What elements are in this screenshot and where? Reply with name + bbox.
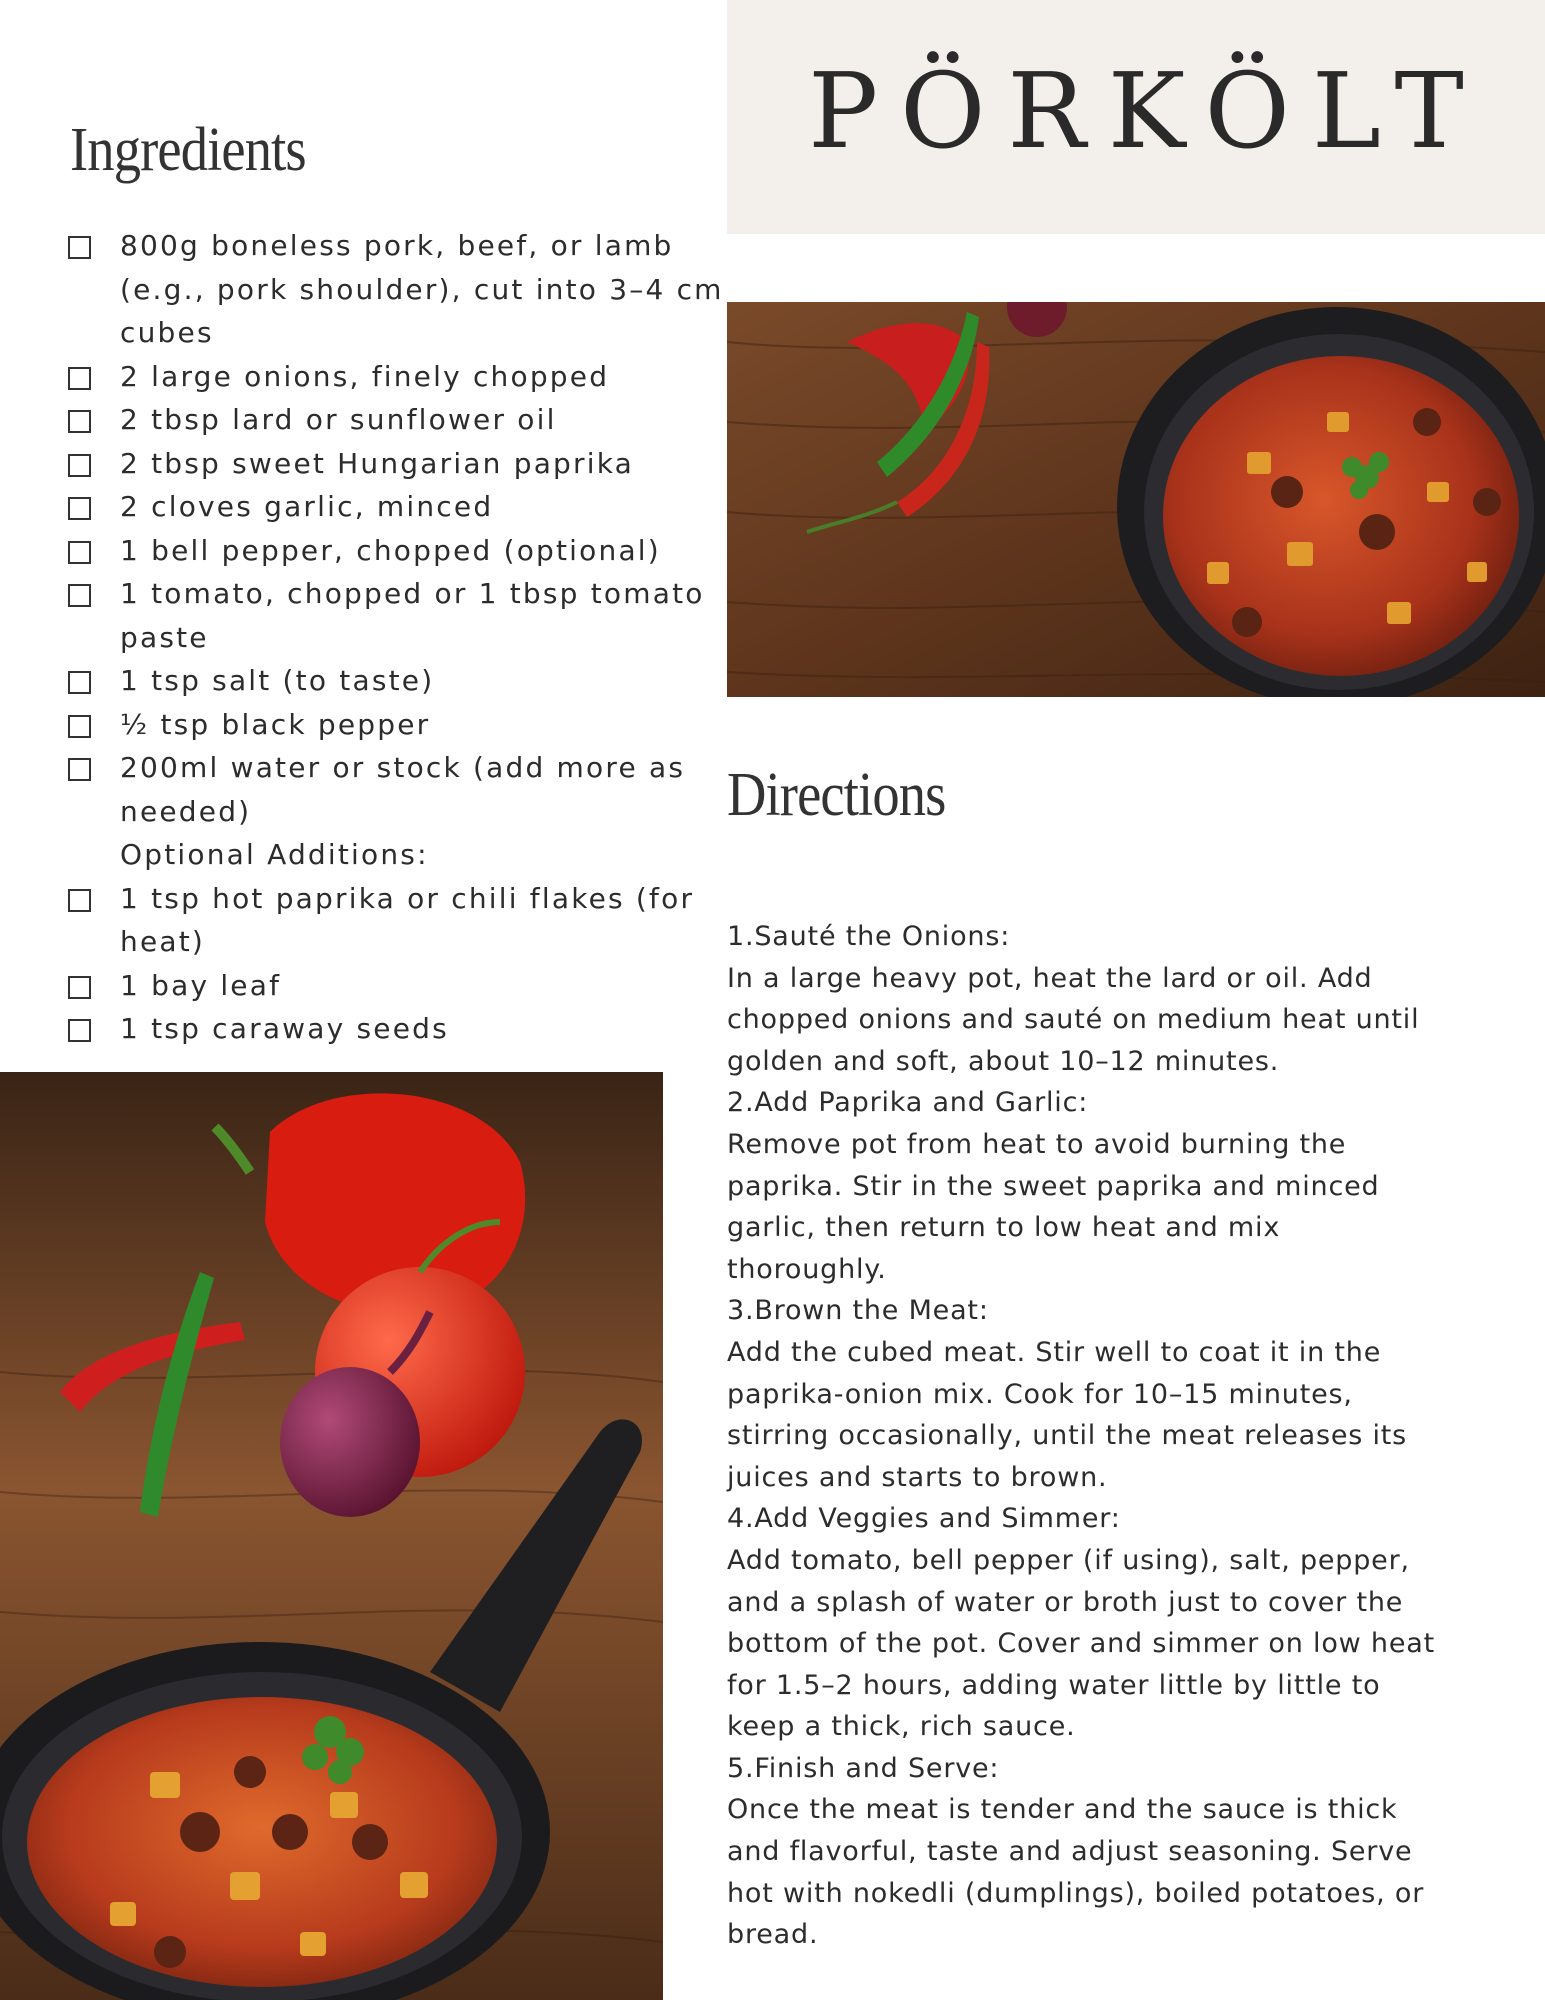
- ingredient-checkbox[interactable]: [68, 671, 91, 694]
- ingredient-text: 800g boneless pork, beef, or lamb (e.g., pork shoulder), cut into 3–4 cm cubes: [120, 229, 724, 349]
- ingredient-text: ½ tsp black pepper: [120, 707, 431, 741]
- ingredient-item: [66, 224, 726, 355]
- ingredient-checkbox[interactable]: [68, 889, 91, 912]
- step-text: Add the cubed meat. Stir well to coat it in the paprika-onion mix. Cook for 10–15 minutes, stirring occasionally, until the meat releases its juices and starts to brown.: [727, 1336, 1408, 1493]
- title-banner: [727, 0, 1545, 234]
- ingredient-item: [66, 964, 726, 1008]
- stew-photo-bottom: [0, 1072, 663, 2000]
- ingredient-checkbox[interactable]: [68, 454, 91, 477]
- direction-step: [727, 916, 1447, 1082]
- step-text: In a large heavy pot, heat the lard or oil. Add chopped onions and sauté on medium heat until golden and soft, about 10–12 minutes.: [727, 962, 1420, 1077]
- step-title: 3.Brown the Meat:: [727, 1295, 989, 1327]
- ingredient-text: 1 bay leaf: [120, 968, 282, 1002]
- ingredient-text: 1 tsp caraway seeds: [120, 1012, 449, 1045]
- step-title: 2.Add Paprika and Garlic:: [727, 1087, 1089, 1119]
- ingredient-text: 1 bell pepper, chopped (optional): [120, 533, 661, 567]
- ingredient-checkbox[interactable]: [68, 758, 91, 781]
- ingredient-text: 1 tsp hot paprika or chili flakes (for heat): [120, 881, 695, 958]
- ingredient-item: [66, 572, 726, 659]
- step-title: 5.Finish and Serve:: [727, 1752, 1000, 1784]
- direction-step: [727, 1498, 1447, 1748]
- ingredient-text: 1 tsp salt (to taste): [120, 664, 435, 697]
- direction-step: [727, 1082, 1447, 1290]
- step-title: 4.Add Veggies and Simmer:: [727, 1503, 1121, 1535]
- ingredient-checkbox[interactable]: [68, 976, 91, 999]
- ingredient-item: [66, 355, 726, 399]
- ingredient-checkbox[interactable]: [68, 497, 91, 520]
- ingredient-text: 1 tomato, chopped or 1 tbsp tomato paste: [120, 577, 705, 654]
- stew-photo-top: [727, 302, 1545, 697]
- step-title: 1.Sauté the Onions:: [727, 921, 1011, 952]
- directions-heading: Directions: [727, 761, 946, 829]
- ingredient-subheading: [66, 833, 726, 877]
- ingredient-checkbox[interactable]: [68, 236, 91, 259]
- step-text: Remove pot from heat to avoid burning the paprika. Stir in the sweet paprika and minced garlic, then return to low heat and mix thoroughly.: [727, 1128, 1380, 1285]
- ingredient-text: Optional Additions:: [120, 838, 429, 871]
- stew-skillet-image: [727, 302, 1545, 697]
- step-text: Once the meat is tender and the sauce is thick and flavorful, taste and adjust seasoning. Serve hot with nokedli (dumplings), boiled potatoes, or bread.: [727, 1794, 1425, 1951]
- ingredient-checkbox[interactable]: [68, 1019, 91, 1042]
- ingredient-checkbox[interactable]: [68, 541, 91, 564]
- ingredient-item: [66, 659, 726, 703]
- ingredient-item: [66, 442, 726, 486]
- ingredient-item: [66, 877, 726, 964]
- direction-step: [727, 1748, 1447, 1956]
- ingredient-item: [66, 529, 726, 573]
- ingredient-text: 2 cloves garlic, minced: [120, 490, 494, 523]
- ingredient-checkbox[interactable]: [68, 410, 91, 433]
- step-text: Add tomato, bell pepper (if using), salt, pepper, and a splash of water or broth just to cover the bottom of the pot. Cover and simmer on low heat for 1.5–2 hours, adding water little by little to keep a thick, rich sauce.: [727, 1544, 1435, 1743]
- ingredient-checkbox[interactable]: [68, 584, 91, 607]
- ingredient-item: [66, 398, 726, 442]
- ingredient-item: [66, 746, 726, 833]
- ingredient-item: [66, 485, 726, 529]
- ingredient-item: [66, 703, 726, 747]
- directions-list: [727, 916, 1447, 1956]
- ingredient-checkbox[interactable]: [68, 367, 91, 390]
- ingredient-item: [66, 1007, 726, 1051]
- direction-step: [727, 1290, 1447, 1498]
- ingredients-heading: Ingredients: [70, 116, 306, 184]
- ingredient-text: 2 tbsp sweet Hungarian paprika: [120, 446, 634, 480]
- recipe-title: PÖRKÖLT: [808, 50, 1486, 172]
- ingredient-text: 2 tbsp lard or sunflower oil: [120, 403, 557, 436]
- stew-still-life-image: [0, 1072, 663, 2000]
- ingredient-text: 2 large onions, finely chopped: [120, 359, 610, 393]
- ingredients-list: [66, 224, 726, 1051]
- ingredient-checkbox[interactable]: [68, 715, 91, 738]
- ingredient-text: 200ml water or stock (add more as needed): [120, 751, 686, 828]
